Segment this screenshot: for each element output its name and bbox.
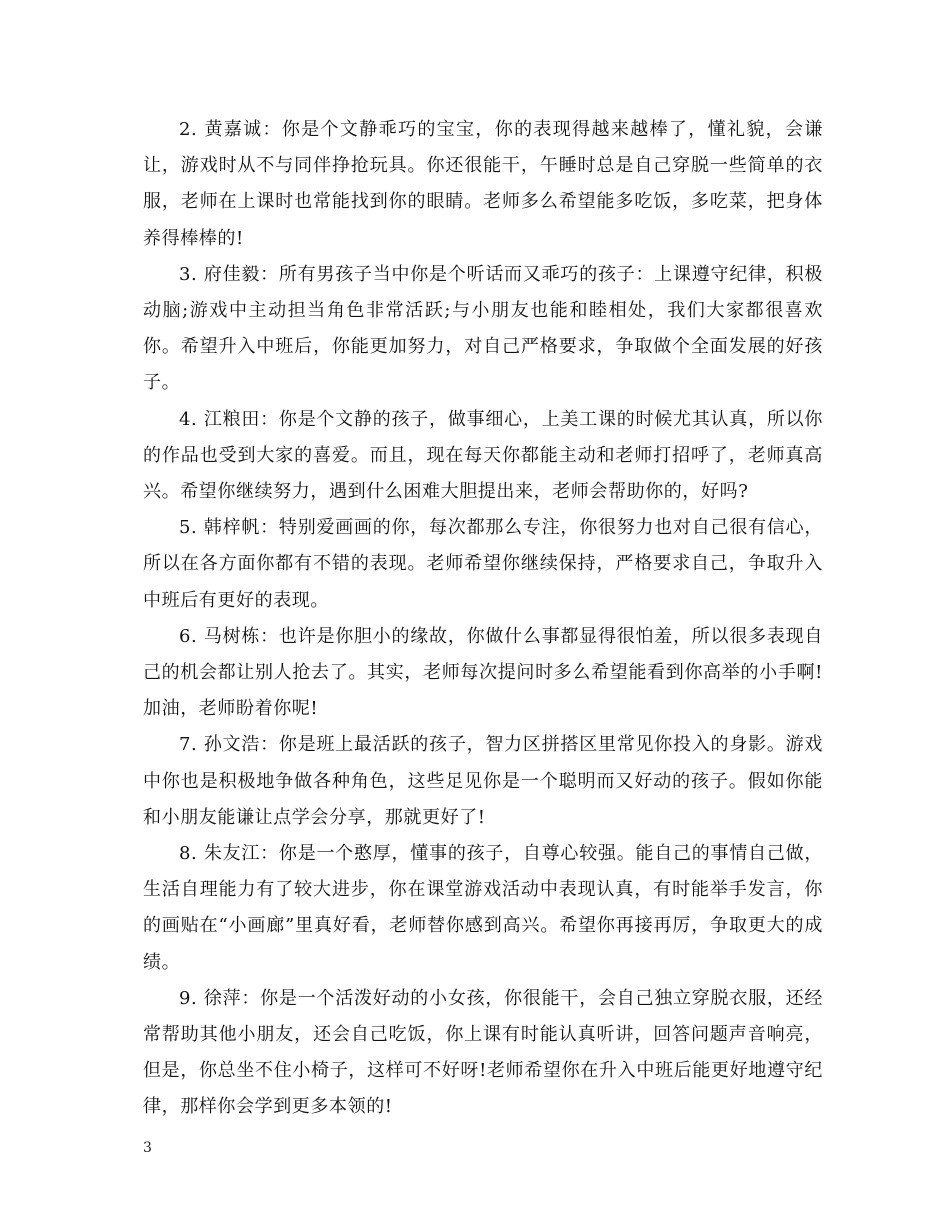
paragraph: 7. 孙文浩：你是班上最活跃的孩子，智力区拼搭区里常见你投入的身影。游戏中你也是积极地争做各种角色，这些足见你是一个聪明而又好动的孩子。假如你能和小朋友能谦让点学会分享，那就更好了! xyxy=(143,734,823,828)
paragraph: 8. 朱友江：你是一个憨厚，懂事的孩子，自尊心较强。能自己的事情自己做，生活自理能力有了较大进步，你在课堂游戏活动中表现认真，有时能举手发言，你的画贴在“小画廊”里真好看，老师替你感到高兴。希望你再接再厉，争取更大的成绩。 xyxy=(143,843,823,973)
paragraph: 2. 黄嘉诚：你是个文静乖巧的宝宝，你的表现得越来越棒了，懂礼貌，会谦让，游戏时从不与同伴挣抢玩具。你还很能干，午睡时总是自己穿脱一些简单的衣服，老师在上课时也常能找到你的眼睛。老师多么希望能多吃饭，多吃菜，把身体养得棒棒的! xyxy=(143,119,823,249)
paragraph: 6. 马树栋：也许是你胆小的缘故，你做什么事都显得很怕羞，所以很多表现自己的机会都让别人抢去了。其实，老师每次提问时多么希望能看到你高举的小手啊!加油，老师盼着你呢! xyxy=(143,625,823,720)
paragraph: 3. 府佳毅：所有男孩子当中你是个听话而又乖巧的孩子：上课遵守纪律，积极动脑;游戏中主动担当角色非常活跃;与小朋友也能和睦相处，我们大家都很喜欢你。希望升入中班后，你能更加努力，对自己严格要求，争取做个全面发展的好孩子。 xyxy=(143,263,823,394)
paragraph: 9. 徐萍：你是一个活泼好动的小女孩，你很能干，会自己独立穿脱衣服，还经常帮助其他小朋友，还会自己吃饭，你上课有时能认真听讲，回答问题声音响亮，但是，你总坐不住小椅子，这样可不好呀!老师希望你在升入中班后能更好地遵守纪律，那样你会学到更多本领的! xyxy=(143,987,823,1118)
paragraph: 4. 江粮田：你是个文静的孩子，做事细心，上美工课的时候尤其认真，所以你的作品也受到大家的喜爱。而且，现在每天你都能主动和老师打招呼了，老师真高兴。希望你继续努力，遇到什么困难大胆提出来，老师会帮助你的，好吗? xyxy=(143,408,823,503)
document-body xyxy=(143,112,823,1126)
paragraph: 5. 韩梓帆：特别爱画画的你，每次都那么专注，你很努力也对自己很有信心，所以在各方面你都有不错的表现。老师希望你继续保持，严格要求自己，争取升入中班后有更好的表现。 xyxy=(143,517,823,611)
page-number: 3 xyxy=(143,1140,152,1156)
